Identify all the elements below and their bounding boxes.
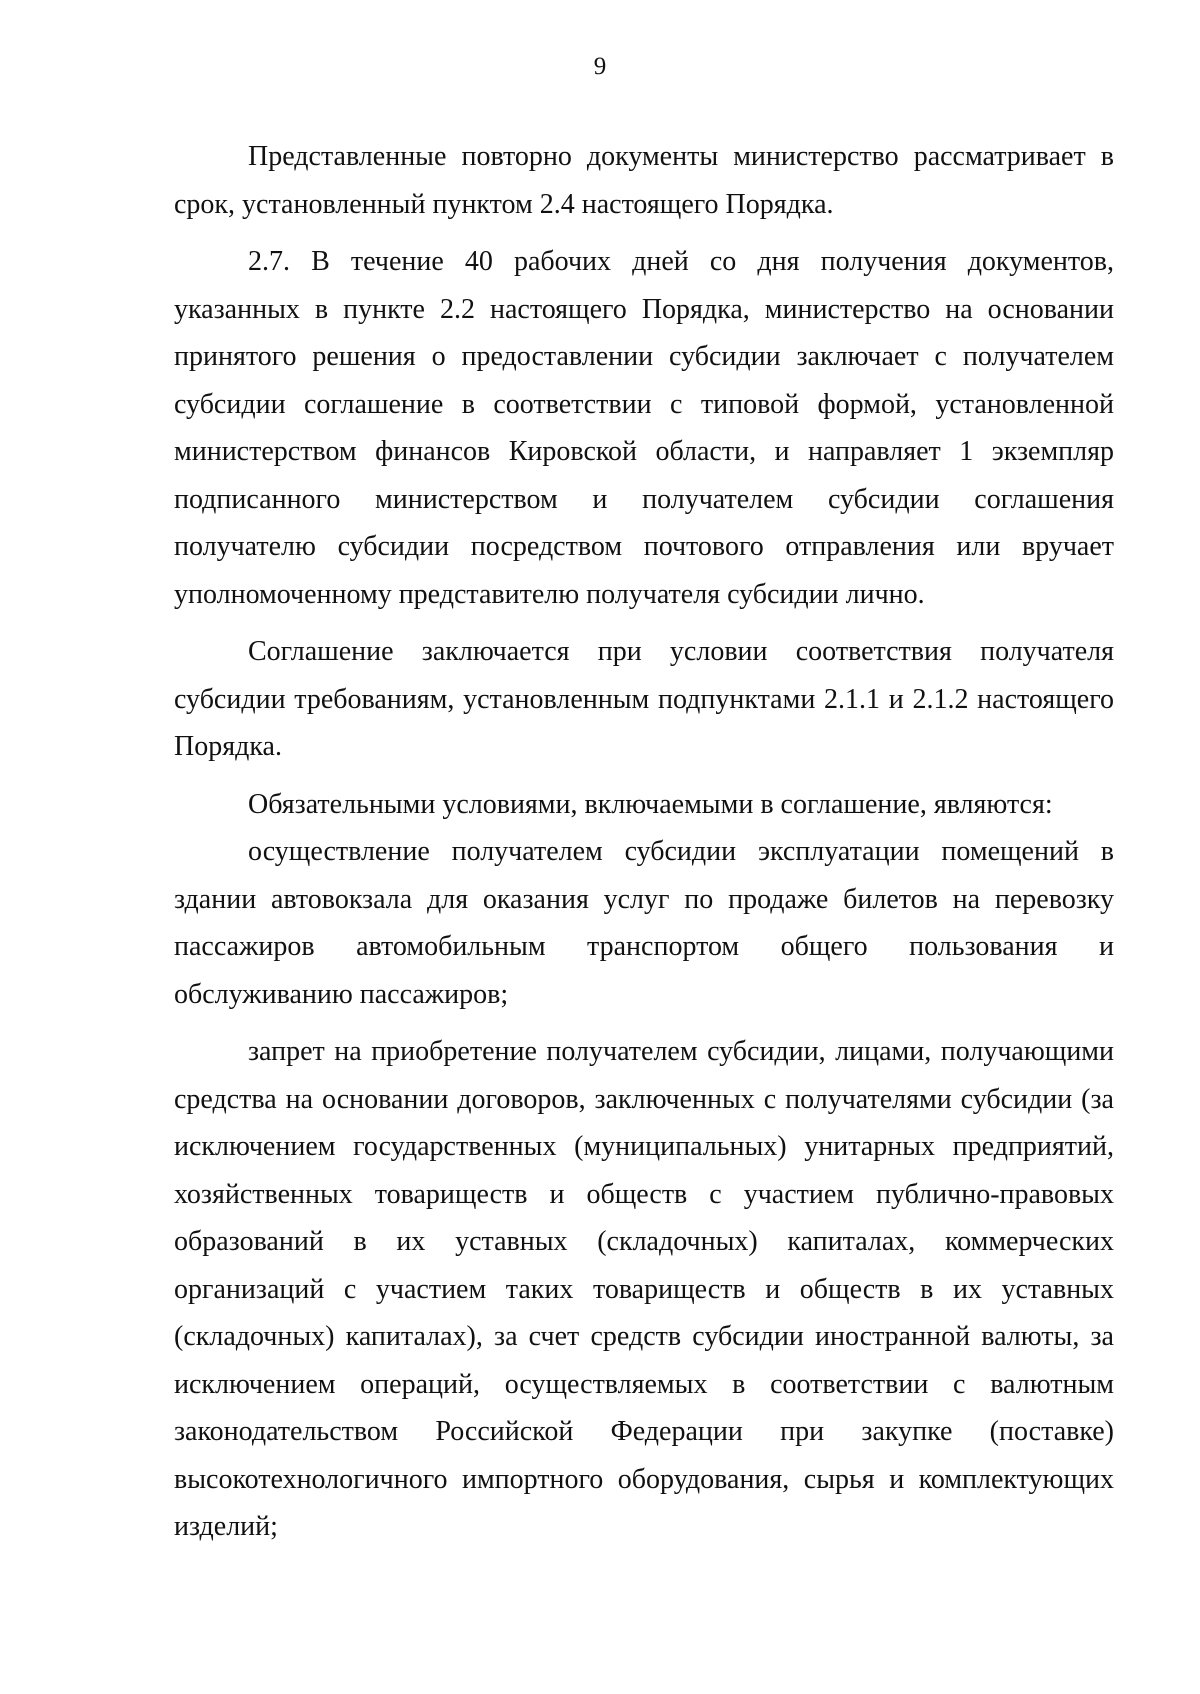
paragraph-mandatory-conditions-intro: Обязательными условиями, включаемыми в соглашение, являются:	[248, 788, 1053, 820]
paragraph-resubmitted-documents: Представленные повторно документы министерство рассматривает в срок, установленный пунктом 2.4 настоящего Порядка.	[174, 141, 1114, 220]
document-body	[174, 133, 1114, 1561]
paragraph-2-7-agreement-conclusion: 2.7. В течение 40 рабочих дней со дня получения документов, указанных в пункте 2.2 настоящего Порядка, министерство на основании принятого решения о предоставлении субсидии заключает с получателем субсидии соглашение в соответствии с типовой формой, установленной министерством финансов Кировской области, и направляет 1 экземпляр подписанного министерством и получателем субсидии соглашения получателю субсидии посредством почтового отправления или вручает уполномоченному представителю получателя субсидии лично.	[174, 246, 1114, 610]
paragraph-foreign-currency-prohibition: запрет на приобретение получателем субсидии, лицами, получающими средства на основании договоров, заключенных с получателями субсидии (за исключением государственных (муниципальных) унитарных предприятий, хозяйственных товариществ и обществ с участием публично-правовых образований в их уставных (складочных) капиталах, коммерческих организаций с участием таких товариществ и обществ в их уставных (складочных) капиталах), за счет средств субсидии иностранной валюты, за исключением операций, осуществляемых в соответствии с валютным законодательством Российской Федерации при закупке (поставке) высокотехнологичного импортного оборудования, сырья и комплектующих изделий;	[174, 1036, 1114, 1542]
paragraph-agreement-conditions: Соглашение заключается при условии соответствия получателя субсидии требованиям, установленным подпунктами 2.1.1 и 2.1.2 настоящего Порядка.	[174, 636, 1114, 762]
paragraph-bus-station-operation: осуществление получателем субсидии эксплуатации помещений в здании автовокзала для оказания услуг по продаже билетов на перевозку пассажиров автомобильным транспортом общего пользования и обслуживанию пассажиров;	[174, 836, 1114, 1010]
page-number: 9	[593, 53, 607, 80]
